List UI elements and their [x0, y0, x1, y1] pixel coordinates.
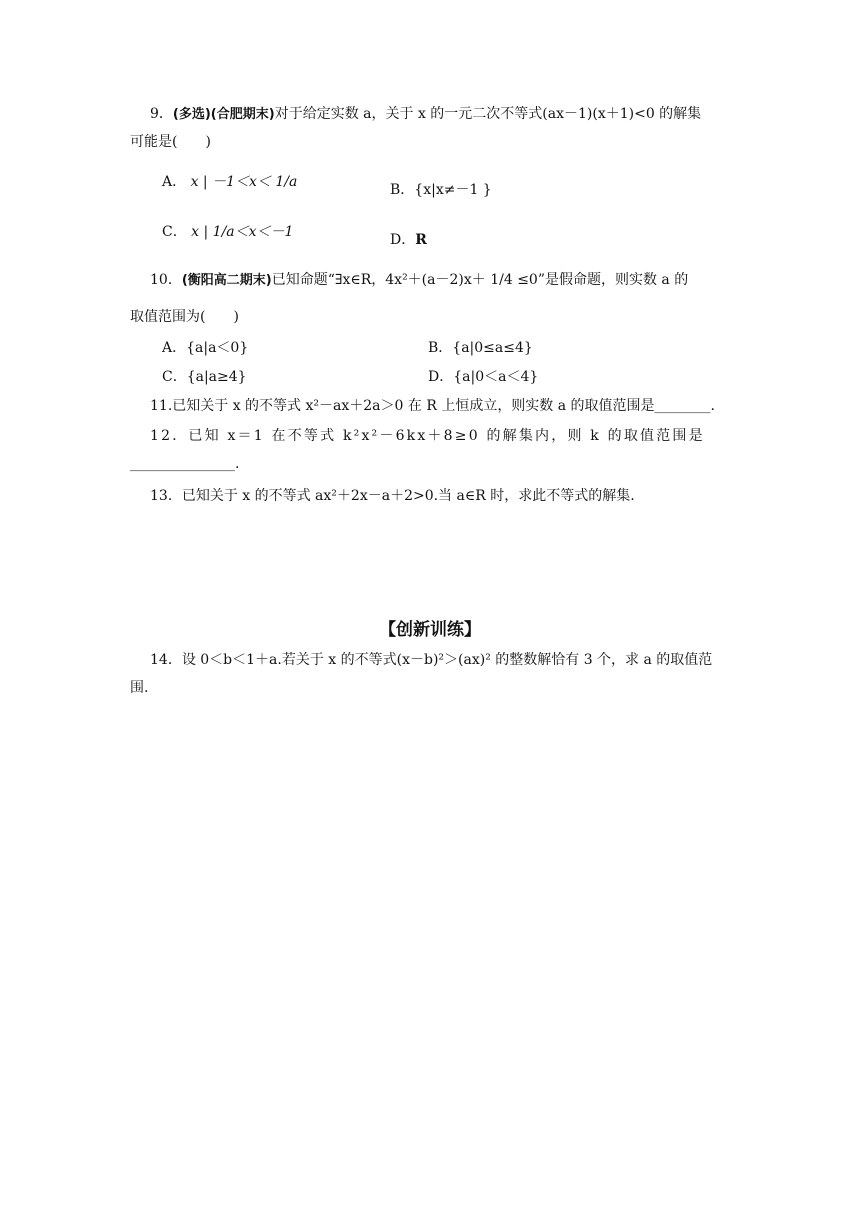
q9-option-a — [162, 172, 297, 192]
q11-text: 11.已知关于 x 的不等式 x²－ax＋2a＞0 在 R 上恒成立，则实数 a 的取值范围是________. — [150, 398, 716, 414]
q9-option-c-set: x | 1/a＜x＜－1 — [191, 224, 294, 240]
q9-option-b-label: B． — [390, 182, 415, 198]
q10-stem: 已知命题“∃x∈R，4x²＋(a－2)x＋ 1/4 ≤0”是假命题，则实数 a 的 — [271, 272, 689, 288]
q9-option-a-set: x | －1＜x＜ 1/a — [190, 174, 298, 190]
q9-option-d-text: R — [415, 232, 427, 248]
q10-line2: 取值范围为( ) — [130, 309, 239, 325]
q9-option-c-label: C． — [162, 224, 187, 240]
q10-option-b: B．{a|0≤a≤4} — [428, 340, 533, 356]
q9-option-d — [390, 230, 427, 250]
section-title: 【创新训练】 — [379, 620, 481, 640]
q12-line1: 12．已知 x＝1 在不等式 k²x²－6kx＋8≥0 的解集内，则 k 的取值范围是 — [150, 428, 705, 444]
q9-option-c — [162, 222, 293, 242]
q9-option-b — [390, 180, 492, 200]
q14-line2: 围. — [130, 680, 149, 696]
q13-text: 13．已知关于 x 的不等式 ax²＋2x－a＋2>0.当 a∈R 时，求此不等式的解集. — [150, 488, 635, 504]
q9-number: 9． — [150, 106, 173, 122]
q10-option-a: A．{a|a＜0} — [162, 340, 249, 356]
q9-tag: (多选)(合肥期末) — [172, 107, 275, 122]
q14-line1: 14．设 0＜b＜1＋a.若关于 x 的不等式(x－b)²＞(ax)² 的整数解恰有 3 个，求 a 的取值范 — [150, 652, 713, 668]
q10-tag: (衡阳高二期末) — [181, 273, 272, 288]
q9-line2: 可能是( ) — [130, 134, 211, 150]
q9-line1 — [150, 104, 701, 125]
q10-option-d: D．{a|0＜a＜4} — [428, 369, 539, 385]
q12-line2: _______________. — [130, 456, 240, 472]
q10-line1 — [150, 270, 688, 291]
q9-option-d-label: D． — [390, 232, 416, 248]
q9-stem: 对于给定实数 a，关于 x 的一元二次不等式(ax－1)(x＋1)<0 的解集 — [274, 106, 702, 122]
q10-option-c: C．{a|a≥4} — [162, 369, 247, 385]
q9-option-a-label: A． — [162, 174, 187, 190]
q10-number: 10． — [150, 272, 182, 288]
q9-option-b-set: {x|x≠－1 } — [414, 182, 492, 198]
